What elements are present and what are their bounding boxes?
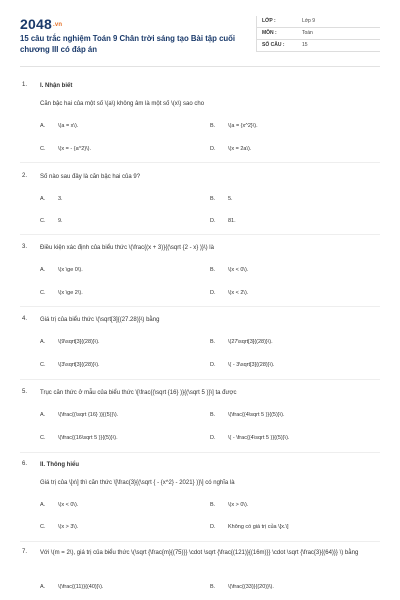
option-text: Không có giá trị của \[x.\] [228, 524, 289, 530]
question-text: Số nào sau đây là căn bậc hai của 9? [40, 174, 141, 180]
option-text: \(27\sqrt[3]{(28)}\). [228, 339, 273, 345]
option-a[interactable]: A. \(9\sqrt[3]{(28)}\). [40, 339, 100, 345]
option-a[interactable]: A. \(a = x\). [40, 123, 79, 129]
option-a[interactable]: A. \(x \ge 0\). [40, 267, 83, 273]
meta-row-count [256, 40, 380, 52]
option-b[interactable]: B. \(x > 0\). [210, 502, 249, 508]
option-text: 9. [58, 218, 63, 224]
option-text: \(a = {x^2}\). [228, 123, 258, 129]
option-text: \(\frac{(11)}{(40)}\). [58, 584, 104, 590]
option-text: \(\frac{(\sqrt {16} )}{(5)}\). [58, 412, 119, 418]
question-divider [20, 452, 380, 453]
option-c[interactable]: C. \(x > 3\). [40, 524, 79, 530]
option-text: \(x < 0\). [228, 267, 249, 273]
option-b[interactable]: B. \(27\sqrt[3]{(28)}\). [210, 339, 273, 345]
meta-key: SỐ CÂU : [262, 42, 285, 48]
option-d[interactable]: D. Không có giá trị của \[x.\] [210, 524, 289, 530]
option-a[interactable]: A. \(\frac{(11)}{(40)}\). [40, 584, 104, 590]
option-c[interactable]: C. \(x = - {a^2}\). [40, 146, 91, 152]
meta-value: Lớp 9 [302, 18, 316, 24]
quiz-meta-box [256, 16, 380, 52]
meta-key: MÔN : [262, 30, 277, 36]
logo-text: 2048 [20, 16, 52, 32]
option-text: 3. [58, 196, 63, 202]
option-b[interactable]: B. \(x < 0\). [210, 267, 249, 273]
option-c[interactable]: C. \(3\sqrt[3]{(28)}\). [40, 362, 100, 368]
option-a[interactable]: A. \(x < 0\). [40, 502, 79, 508]
meta-row-grade [256, 16, 380, 28]
meta-key: LỚP : [262, 18, 276, 24]
option-d[interactable]: D. 81. [210, 218, 236, 224]
question-divider [20, 234, 380, 235]
meta-value: 15 [302, 42, 308, 48]
option-text: \(x \ge 2\). [58, 290, 83, 296]
option-text: 5. [228, 196, 233, 202]
question-number: 4. [22, 316, 28, 322]
option-c[interactable]: C. \(\frac{(16\sqrt 5 )}{(5)}\). [40, 435, 118, 441]
option-text: \(x = 2a\). [228, 146, 252, 152]
logo-tld: .vn [52, 22, 63, 29]
question-divider [20, 162, 380, 163]
question-number: 2. [22, 173, 28, 179]
option-a[interactable]: A. \(\frac{(\sqrt {16} )}{(5)}\). [40, 412, 119, 418]
option-b[interactable]: B. \(\frac{(33)}{(20)}\). [210, 584, 274, 590]
option-text: \(x \ge 0\). [58, 267, 83, 273]
question-number: 6. [22, 461, 28, 467]
option-text: \(x < 2\). [228, 290, 249, 296]
question-text: Giá trị của \[x\] thì căn thức \[\frac{3}{(\sqrt { - {x^2} - 2021} )}\] có nghĩa là [40, 480, 235, 486]
option-text: \(9\sqrt[3]{(28)}\). [58, 339, 100, 345]
option-b[interactable]: B. 5. [210, 196, 233, 202]
meta-value: Toán [302, 30, 313, 36]
option-text: \(x < 0\). [58, 502, 79, 508]
question-text: Trục căn thức ở mẫu của biểu thức \[\frac{(\sqrt {16} )}{(\sqrt 5 )}\] ta được [40, 390, 237, 396]
question-text: Căn bậc hai của một số \(a\) không âm là một số \(x\) sao cho [40, 101, 205, 107]
option-text: \(\frac{(4\sqrt 5 )}{(5)}\). [228, 412, 285, 418]
question-divider [20, 541, 380, 542]
page-header [20, 16, 380, 58]
option-d[interactable]: D. \(x < 2\). [210, 290, 249, 296]
option-text: \(x > 3\). [58, 524, 79, 530]
option-d[interactable]: D. \( - \frac{(4\sqrt 5 )}{(5)}\). [210, 435, 290, 441]
option-a[interactable]: A. 3. [40, 196, 63, 202]
option-text: \(x > 0\). [228, 502, 249, 508]
option-text: \( - 3\sqrt[3]{(28)}\). [228, 362, 275, 368]
option-text: \(\frac{(16\sqrt 5 )}{(5)}\). [58, 435, 118, 441]
site-logo[interactable] [20, 16, 62, 32]
meta-row-subject [256, 28, 380, 40]
section-heading: II. Thông hiểu [40, 462, 79, 468]
option-text: \(a = x\). [58, 123, 79, 129]
option-text: \( - \frac{(4\sqrt 5 )}{(5)}\). [228, 435, 290, 441]
page-title: 15 câu trắc nghiệm Toán 9 Chân trời sáng tạo Bài tập cuối chương III có đáp án [20, 34, 236, 54]
option-c[interactable]: C. 9. [40, 218, 63, 224]
option-text: \(\frac{(33)}{(20)}\). [228, 584, 274, 590]
option-c[interactable]: C. \(x \ge 2\). [40, 290, 83, 296]
option-text: \(3\sqrt[3]{(28)}\). [58, 362, 100, 368]
option-b[interactable]: B. \(\frac{(4\sqrt 5 )}{(5)}\). [210, 412, 285, 418]
header-divider [20, 66, 380, 67]
option-d[interactable]: D. \(x = 2a\). [210, 146, 252, 152]
question-divider [20, 379, 380, 380]
option-text: 81. [228, 218, 236, 224]
question-number: 7. [22, 549, 28, 555]
question-number: 1. [22, 82, 28, 88]
option-b[interactable]: B. \(a = {x^2}\). [210, 123, 258, 129]
option-d[interactable]: D. \( - 3\sqrt[3]{(28)}\). [210, 362, 275, 368]
question-text: Điều kiện xác định của biểu thức \(\frac{(x + 3)}{(\sqrt {2 - x} )}\) là [40, 245, 214, 251]
question-divider [20, 306, 380, 307]
question-number: 3. [22, 244, 28, 250]
question-text: Với \(m = 2\), giá trị của biểu thức \(\sqrt {\frac{m}{(75)}} \cdot \sqrt {\frac{(121)}{(16m)}} \cdot \sqrt {\frac{3}{(64)}} \) bằng [40, 550, 359, 556]
option-text: \(x = - {a^2}\). [58, 146, 91, 152]
question-number: 5. [22, 389, 28, 395]
section-heading: I. Nhận biết [40, 83, 73, 89]
question-text: Giá trị của biểu thức \(\sqrt[3]{(27.28)}\) bằng [40, 317, 160, 323]
